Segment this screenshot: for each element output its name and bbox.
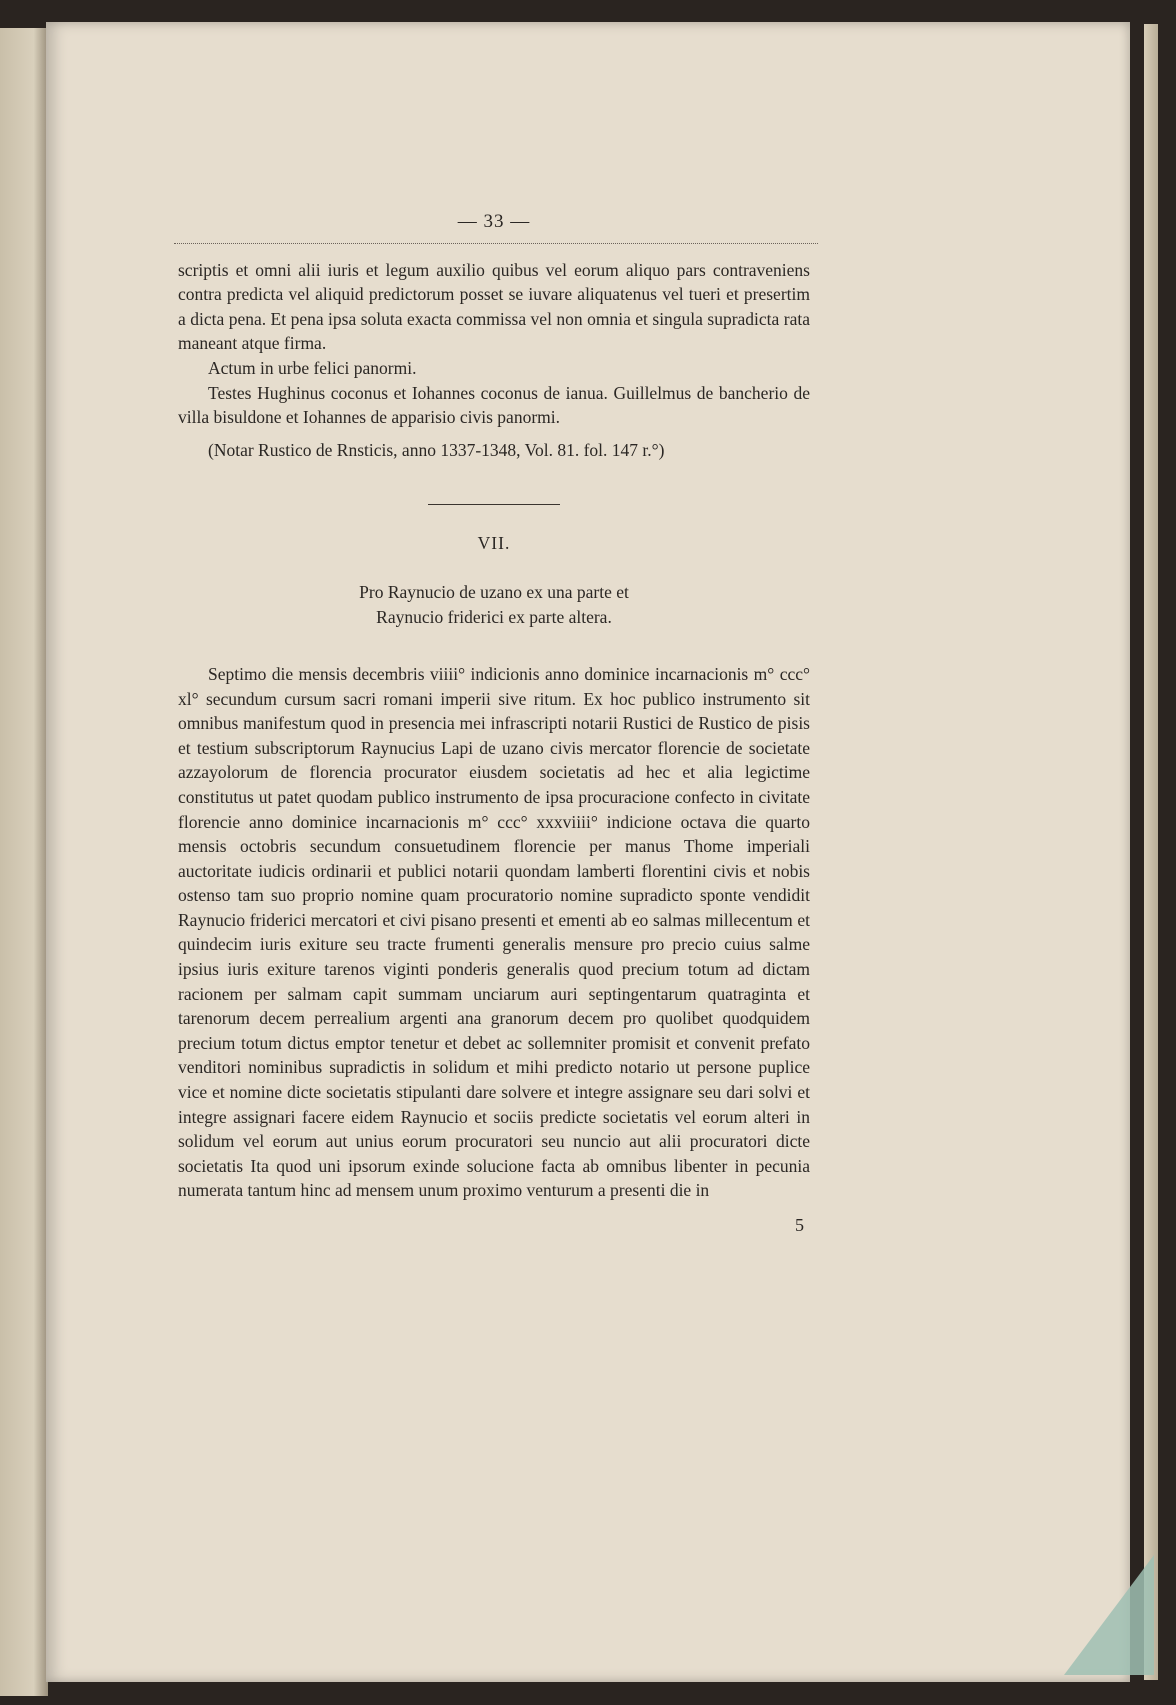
signature-mark: 5 (795, 1215, 804, 1235)
source-citation: (Notar Rustico de Rnsticis, anno 1337-1348, Vol. 81. fol. 147 r.°) (208, 439, 665, 460)
section-number: VII. (477, 533, 511, 554)
heading-line-2: Raynucio friderici ex parte altera. (376, 606, 612, 627)
color-calibration-corner (1064, 1555, 1154, 1675)
page-content (178, 210, 810, 1238)
continuation-paragraph: scriptis et omni alii iuris et legum auxilio quibus vel eorum aliquo pars contraveniens contra predicta vel aliquid predictorum posset se iuvare aliquatenus vel tueri et presertim a dicta pena. Et pena ipsa soluta exacta commissa vel non omnia et singula supradicta rata maneant atque firma. (178, 259, 810, 354)
header-dotted-rule (174, 243, 818, 244)
left-page-edge (0, 28, 48, 1696)
actum-line: Actum in urbe felici panormi. (208, 357, 417, 378)
testes-paragraph: Testes Hughinus coconus et Iohannes coconus de ianua. Guillelmus de bancherio de villa bisuldone et Iohannes de apparisio civis panormi. (178, 382, 810, 428)
document-heading (178, 580, 810, 630)
page-number: — 33 — (457, 211, 531, 232)
heading-line-1: Pro Raynucio de uzano ex una parte et (359, 581, 629, 602)
right-page-edge (1144, 24, 1158, 1680)
section-separator (428, 504, 560, 505)
document-body: Septimo die mensis decembris viiii° indicionis anno dominice incarnacionis m° ccc° xl° secundum cursum sacri romani imperii sive ritum. Ex hoc publico instrumento sit omnibus manifestum quod in presencia mei infrascripti notarii Rustici de Rustico de pisis et testium subscriptorum Raynucius Lapi de uzano civis mercator florencie de societate azzayolorum de florencia procurator eiusdem societatis ad hec et alia legictime constitutus ut patet quodam publico instrumento de ipsa procuracione confecto in civitate florencie anno dominice incarnacionis m° ccc° xxxviiii° indicione octava die quarto mensis octobris secundum consuetudinem florencie per manus Thome imperiali auctoritate iudicis ordinarii et publici notarii quondam lamberti florentini civis et nobis ostenso tam suo proprio nomine quam procuratorio nomine supradicto sponte vendidit Raynucio friderici mercatori et civi pisano presenti et ementi ab eo salmas millecentum et quindecim iuris exiture seu tracte frumenti generalis mensure pro precio cuius salme ipsius iuris exiture tarenos viginti ponderis generalis quod precium totum ad dictam racionem per salmam capit summam unciarum auri septingentarum quatraginta et tarenorum decem perrealium argenti ana granorum decem pro quolibet quodquidem precium totum dictus emptor tenetur et debet ac sollemniter promisit et convenit prefato venditori nominibus supradictis in solidum et mihi predicto notario ut persone puplice vice et nomine dicte societatis stipulanti dare solvere et integre assignare seu dari solvi et integre assignari facere eidem Raynucio et sociis predicte societatis vel eorum alteri in solidum vel eorum aut unius eorum procuratori seu nuncio aut alii procuratori dicte societatis Ita quod uni ipsorum exinde solucione facta ab omnibus libenter in pecunia numerata tantum hinc ad mensem unum proximo venturum a presenti die in (178, 663, 810, 1201)
